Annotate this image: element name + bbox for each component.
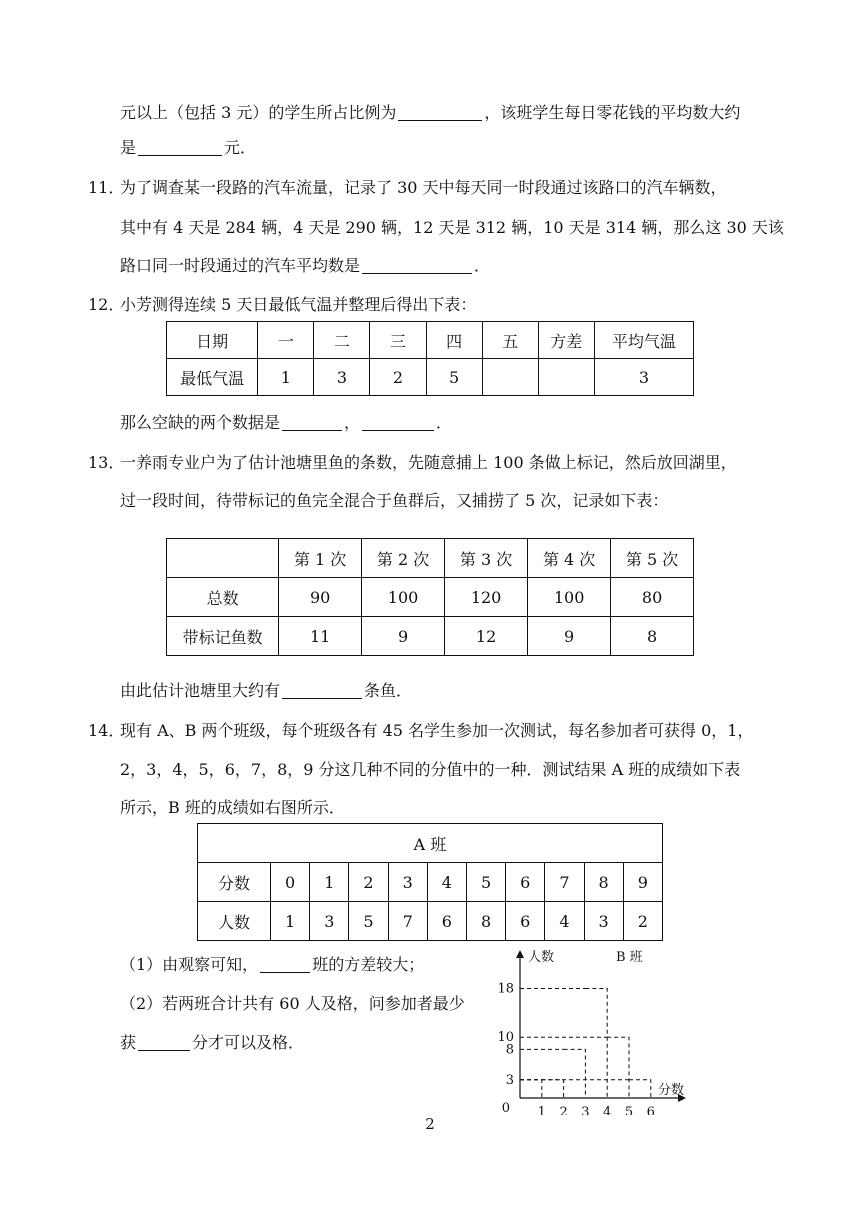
q11-number: 11． [88, 178, 125, 197]
q14-cell: 3 [584, 902, 623, 941]
chart-y-tick-label: 18 [497, 981, 514, 997]
q13-cell: 第 3 次 [445, 539, 528, 578]
chart-bar [564, 1049, 586, 1098]
q14-sub3-b: 分才可以及格． [192, 1033, 305, 1052]
q13-cell: 第 2 次 [362, 539, 445, 578]
q12-cell: 五 [482, 322, 538, 359]
q14-cell: 7 [388, 902, 427, 941]
q12-after-b: ， [344, 413, 361, 432]
q14-sub1 [120, 952, 424, 975]
q14-cell: 8 [466, 902, 505, 941]
q14-table-title: A 班 [198, 824, 663, 863]
q13-cell: 总数 [167, 578, 279, 617]
q14-cell: 2 [623, 902, 662, 941]
q13-cell: 11 [279, 617, 362, 656]
q14-line2: 2，3，4，5，6，7，8，9 分这几种不同的分值中的一种．测试结果 A 班的成绩如下表 [120, 760, 741, 779]
q14-blank-class[interactable] [260, 956, 310, 973]
q12-cell: 3 [314, 359, 370, 396]
q14-table-a [197, 823, 663, 941]
q13-cell: 100 [362, 578, 445, 617]
chart-bars [520, 989, 651, 1098]
q11-text-a: 路口同一时段通过的汽车平均数是 [120, 256, 361, 275]
chart-bar [607, 1037, 629, 1098]
q14-cell-label: 人数 [198, 902, 271, 941]
q13-cell: 9 [528, 617, 611, 656]
q12-cell: 方差 [538, 322, 594, 359]
q13-table-row [167, 578, 694, 617]
b-class-chart [490, 945, 700, 1115]
q13-cell [167, 539, 279, 578]
q13-after-b: 条鱼． [364, 681, 413, 700]
q12-cell: 5 [426, 359, 482, 396]
q12-blank-2[interactable] [362, 414, 434, 431]
q13-cell: 120 [445, 578, 528, 617]
q14-table-counts-row [198, 902, 663, 941]
q13-cell: 第 5 次 [611, 539, 694, 578]
q11-line1: 为了调查某一段路的汽车流量，记录了 30 天中每天同一时段通过该路口的汽车辆数， [120, 178, 727, 197]
q12-cell: 2 [370, 359, 426, 396]
q12-cell: 平均气温 [594, 322, 693, 359]
q13-line2: 过一段时间，待带标记的鱼完全混合于鱼群后，又捕捞了 5 次，记录如下表： [120, 491, 669, 510]
q14-table-title-row [198, 824, 663, 863]
q14-cell: 1 [310, 863, 349, 902]
q12-after-c: ． [436, 413, 453, 432]
chart-x-tick-label: 1 [537, 1105, 546, 1115]
q14-cell: 6 [506, 902, 545, 941]
q11-line2: 其中有 4 天是 284 辆，4 天是 290 辆，12 天是 312 辆，10 天是 314 辆，那么这 30 天该 [120, 218, 784, 237]
q14-cell: 2 [349, 863, 388, 902]
chart-x-tick-label: 3 [581, 1105, 590, 1115]
q11-text-b: ． [474, 256, 491, 275]
q14-cell: 6 [427, 902, 466, 941]
q11-blank[interactable] [362, 257, 472, 274]
q14-cell: 3 [388, 863, 427, 902]
chart-y-label: 人数 [528, 950, 555, 965]
page-number: 2 [425, 1115, 435, 1133]
q12-table-data-row [167, 359, 694, 396]
q13-cell: 80 [611, 578, 694, 617]
q14-line1: 现有 A、B 两个班级，每个班级各有 45 名学生参加一次测试，每名参加者可获得 0，1， [120, 721, 754, 740]
q13-cell: 带标记鱼数 [167, 617, 279, 656]
chart-title: B 班 [616, 950, 643, 965]
q14-cell: 4 [545, 902, 584, 941]
chart-bar [629, 1080, 651, 1098]
q13-table-header-row [167, 539, 694, 578]
q12-cell: 1 [258, 359, 314, 396]
q14-cell: 3 [310, 902, 349, 941]
q12-cell: 二 [314, 322, 370, 359]
chart-y-tick-label: 8 [505, 1042, 514, 1058]
chart-bar [585, 989, 607, 1098]
q12-blank-1[interactable] [282, 414, 342, 431]
q12-line1: 小芳测得连续 5 天日最低气温并整理后得出下表： [120, 295, 477, 314]
q14-cell: 5 [349, 902, 388, 941]
q12-cell: 3 [594, 359, 693, 396]
q12-cell-empty [482, 359, 538, 396]
q13-cell: 100 [528, 578, 611, 617]
q12-number: 12． [88, 295, 125, 314]
q13-after-line [120, 678, 412, 701]
q10-blank-average[interactable] [138, 139, 222, 156]
q14-sub1-b: 班的方差较大； [312, 955, 425, 974]
chart-labels [497, 949, 684, 1115]
q14-cell: 1 [271, 902, 310, 941]
chart-x-tick-label: 2 [559, 1105, 568, 1115]
q13-cell: 9 [362, 617, 445, 656]
q13-cell: 90 [279, 578, 362, 617]
chart-bar [520, 1080, 542, 1098]
q13-table [166, 538, 694, 656]
q13-number: 13． [88, 453, 125, 472]
q12-after-line [120, 410, 452, 433]
q13-cell: 第 4 次 [528, 539, 611, 578]
q10-text-c: 是 [120, 138, 137, 157]
q10-text-d: 元． [224, 138, 257, 157]
q13-cell: 12 [445, 617, 528, 656]
q13-cell: 第 1 次 [279, 539, 362, 578]
q12-cell: 三 [370, 322, 426, 359]
chart-x-tick-label: 5 [624, 1105, 634, 1115]
chart-y-tick-label: 3 [505, 1072, 514, 1088]
q10-text-b: ，该班学生每日零花钱的平均数大约 [484, 103, 741, 122]
chart-x-label: 分数 [658, 1083, 685, 1098]
q14-cell: 6 [506, 863, 545, 902]
q10-line1 [120, 100, 740, 123]
q13-cell: 8 [611, 617, 694, 656]
q14-table-scores-row [198, 863, 663, 902]
chart-origin-label: 0 [501, 1101, 510, 1115]
q14-cell: 4 [427, 863, 466, 902]
q14-cell: 5 [466, 863, 505, 902]
q14-cell: 0 [271, 863, 310, 902]
q12-table-header-row [167, 322, 694, 359]
q12-cell: 最低气温 [167, 359, 258, 396]
q14-cell-label: 分数 [198, 863, 271, 902]
q14-sub1-a: （1）由观察可知， [120, 955, 259, 974]
q13-table-row [167, 617, 694, 656]
q12-cell: 四 [426, 322, 482, 359]
q10-text-a: 元以上（包括 3 元）的学生所占比例为 [120, 103, 397, 122]
q14-sub3 [120, 1030, 304, 1053]
q12-cell-empty [538, 359, 594, 396]
q14-line3: 所示，B 班的成绩如右图所示． [120, 798, 345, 817]
q10-line2 [120, 135, 256, 158]
q13-line1: 一养雨专业户为了估计池塘里鱼的条数，先随意捕上 100 条做上标记，然后放回湖里， [120, 453, 737, 472]
q14-number: 14． [88, 721, 125, 740]
q12-table [166, 321, 694, 396]
chart-x-tick-label: 6 [646, 1105, 655, 1115]
chart-y-arrow [516, 950, 524, 958]
q14-sub2: （2）若两班合计共有 60 人及格，问参加者最少 [120, 994, 465, 1013]
chart-axes [516, 950, 686, 1102]
q10-blank-proportion[interactable] [398, 104, 482, 121]
chart-x-tick-label: 4 [603, 1105, 612, 1115]
q14-blank-score[interactable] [138, 1034, 190, 1051]
q12-cell: 一 [258, 322, 314, 359]
q14-cell: 9 [623, 863, 662, 902]
q11-line3 [120, 253, 490, 276]
q14-sub3-a: 获 [120, 1033, 137, 1052]
chart-y-tick-label: 10 [497, 1030, 514, 1046]
q14-cell: 8 [584, 863, 623, 902]
q12-after-a: 那么空缺的两个数据是 [120, 413, 281, 432]
q12-cell: 日期 [167, 322, 258, 359]
q14-cell: 7 [545, 863, 584, 902]
chart-bar [542, 1080, 564, 1098]
q13-after-a: 由此估计池塘里大约有 [120, 681, 281, 700]
q13-blank[interactable] [282, 682, 362, 699]
